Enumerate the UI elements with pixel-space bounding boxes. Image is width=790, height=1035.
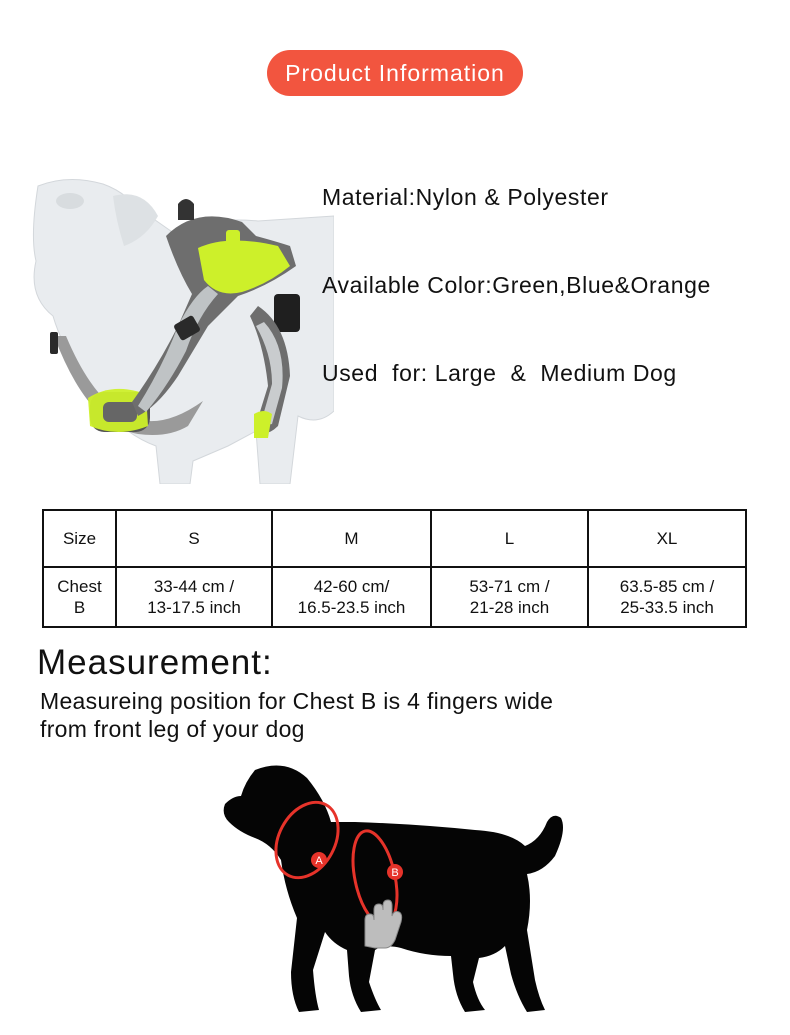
- measurement-line-2: from front leg of your dog: [40, 716, 305, 742]
- measurement-title: Measurement:: [37, 643, 273, 682]
- size-header-l: L: [431, 510, 588, 567]
- marker-a: [311, 852, 327, 868]
- size-header-m: M: [272, 510, 431, 567]
- chest-row-label-line1: Chest: [57, 577, 102, 596]
- chest-s-inch: 13-17.5 inch: [147, 598, 241, 617]
- used-for-text: Used for: Large & Medium Dog: [322, 360, 677, 386]
- chest-value-m: [272, 567, 431, 627]
- measurement-instructions: [40, 687, 553, 743]
- chest-xl-cm: 63.5-85 cm /: [619, 577, 715, 596]
- chest-l-inch: 21-28 inch: [469, 598, 550, 617]
- material-text: Material:Nylon & Polyester: [322, 184, 609, 210]
- dog-silhouette: [224, 766, 563, 1013]
- chest-row-label: [43, 567, 116, 627]
- chest-xl-inch: 25-33.5 inch: [620, 598, 714, 617]
- chest-value-l: [431, 567, 588, 627]
- chest-value-xl: [588, 567, 746, 627]
- measurement-line-1: Measureing position for Chest B is 4 fingers wide: [40, 688, 554, 714]
- chest-s-cm: 33-44 cm /: [153, 577, 235, 596]
- harness-product-photo: [28, 176, 334, 484]
- size-table-header-row: [43, 510, 746, 567]
- chest-row: [43, 567, 746, 627]
- chest-row-label-line2: B: [73, 598, 86, 617]
- size-table: [42, 509, 747, 628]
- svg-text:B: B: [391, 867, 399, 879]
- svg-text:A: A: [315, 855, 323, 867]
- size-header-xl: XL: [588, 510, 746, 567]
- size-header-label: Size: [43, 510, 116, 567]
- product-information-badge: Product Information: [267, 50, 523, 96]
- chest-l-cm: 53-71 cm /: [469, 577, 550, 596]
- marker-b: [387, 864, 403, 880]
- available-color-text: Available Color:Green,Blue&Orange: [322, 272, 711, 298]
- chest-m-inch: 16.5-23.5 inch: [297, 598, 406, 617]
- chest-value-s: [116, 567, 272, 627]
- size-header-s: S: [116, 510, 272, 567]
- chest-m-cm: 42-60 cm/: [313, 577, 390, 596]
- dog-measurement-diagram: [215, 760, 575, 1020]
